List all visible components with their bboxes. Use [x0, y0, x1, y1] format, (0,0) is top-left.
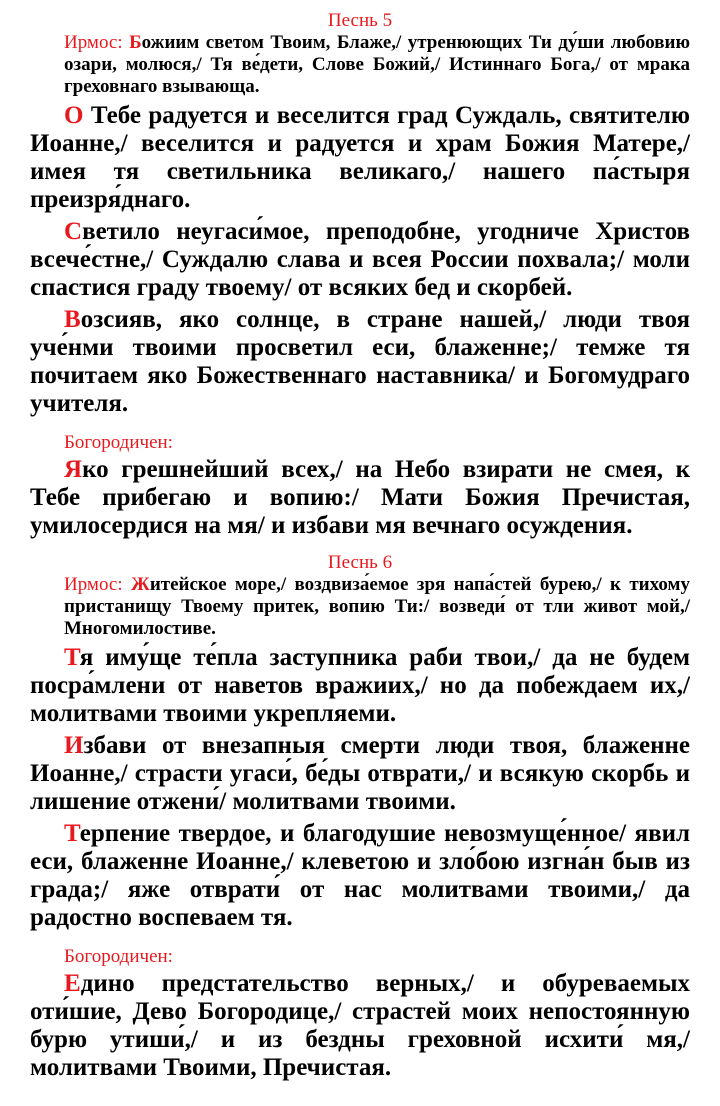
- ode-5-troparion-2: [30, 218, 690, 302]
- troparion-text: озсияв, яко солнце, в стране нашей,/ люди твоя уче́нми твоими просветил еси, блаженне;/ темже тя почитаем яко Божественнаго наставника/ и Богомудраго учителя.: [30, 306, 690, 417]
- ode-6-troparion-1: [30, 644, 690, 728]
- ode-5-irmos: [64, 32, 690, 98]
- irmos-label: Ирмос:: [64, 574, 132, 595]
- ode-5-theotokion-label: Богородичен:: [64, 432, 173, 453]
- ode-6-troparion-2: [30, 732, 690, 816]
- troparion-initial: О: [64, 102, 84, 129]
- troparion-initial: Е: [64, 970, 81, 997]
- ode-5-title: Песнь 5: [327, 10, 393, 31]
- troparion-text: Тебе радуется и веселится град Суждаль, святителю Иоанне,/ веселится и радуется и храм Божия Матере,/ имея тя светильника великаго,/ нашего па́стыря преизря́днаго.: [30, 102, 690, 213]
- ode-6-irmos: [64, 574, 690, 640]
- irmos-initial: Б: [129, 32, 142, 53]
- troparion-text: я иму́ще те́пла заступника раби твои,/ да не будем посра́млени от наветов вражиих,/ но да побеждаем их,/ молитвами твоими укрепляеми.: [30, 644, 690, 727]
- ode-6-troparion-3: [30, 820, 690, 932]
- prayer-page: [30, 10, 690, 1082]
- irmos-text: ожиим светом Твоим, Блаже,/ утренюющих Ти ду́ши любовию озари, молюся,/ Тя ве́дети, Слове Божий,/ Истиннаго Бога,/ от мрака греховнаго взывающа.: [64, 32, 690, 97]
- troparion-initial: Т: [64, 820, 80, 847]
- troparion-text: ветило неугаси́мое, преподобне, угодниче Христов всече́стне,/ Суждалю слава и всея России похвала;/ моли спастися граду твоему/ от всяких бед и скорбей.: [30, 218, 690, 301]
- ode-5-troparion-3: [30, 306, 690, 418]
- ode-5-theotokion: [30, 456, 690, 540]
- troparion-text: ерпение твердое, и благодушие невозмуще́нное/ явил еси, блаженне Иоанне,/ клеветою и зло́бою изгна́н быв из града;/ яже отврати́ от нас молитвами твоими,/ да радостно воспеваем тя.: [30, 820, 690, 931]
- troparion-initial: Т: [64, 644, 80, 671]
- irmos-text: итейское море,/ воздвиза́емое зря напа́стей бурею,/ к тихому пристанищу Твоему притек, вопию Ти:/ возведи́ от тли живот мой,/ Многомилостиве.: [64, 574, 690, 639]
- section-gap: [30, 540, 690, 552]
- irmos-initial: Ж: [131, 574, 150, 595]
- troparion-initial: С: [64, 218, 83, 245]
- troparion-initial: В: [64, 306, 81, 333]
- troparion-text: збави от внезапныя смерти люди твоя, блаженне Иоанне,/ страсти угаси́, бе́ды отврати,/ и всякую скорбь и лишение отжени́/ молитвами твоими.: [30, 732, 690, 815]
- ode-6-theotokion-label: Богородичен:: [64, 946, 173, 967]
- irmos-label: Ирмос:: [64, 32, 130, 53]
- troparion-initial: Я: [64, 456, 83, 483]
- troparion-initial: И: [64, 732, 84, 759]
- ode-6-theotokion: [30, 970, 690, 1082]
- troparion-text: дино предстательство верных,/ и обуреваемых оти́шие, Дево Богородице,/ страстей моих непостоянную бурю утиши́,/ и из бездны греховной исхити́ мя,/ молитвами Твоими, Пречистая.: [30, 970, 690, 1081]
- ode-5-troparion-1: [30, 102, 690, 214]
- troparion-text: ко грешнейший всех,/ на Небо взирати не смея, к Тебе прибегаю и вопию:/ Мати Божия Пречистая, умилосердися на мя/ и избави мя вечнаго осуждения.: [30, 456, 690, 539]
- ode-6-title: Песнь 6: [327, 552, 393, 573]
